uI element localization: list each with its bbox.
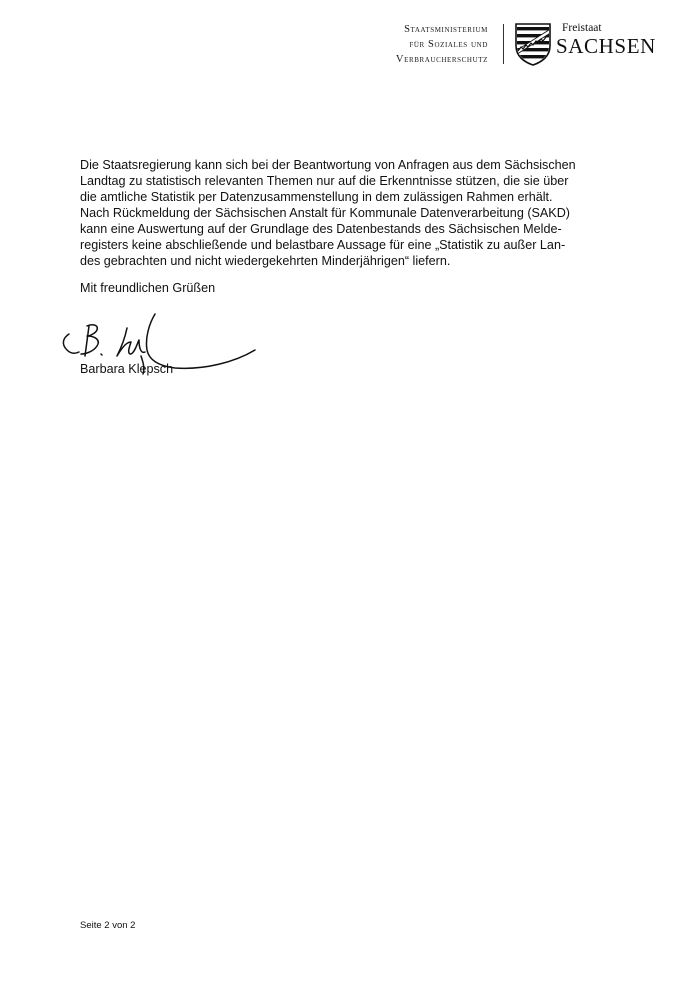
- body-line: die amtliche Statistik per Datenzusammenstellung in dem zulässigen Rahmen erhält.: [80, 190, 553, 204]
- body-line: des gebrachten und nicht wiedergekehrten Minderjährigen“ liefern.: [80, 254, 451, 268]
- body-line: kann eine Auswertung auf der Grundlage des Datenbestands des Sächsischen Melde-: [80, 222, 562, 236]
- ministry-name: [288, 22, 488, 67]
- saxony-coat-of-arms-icon: [514, 22, 552, 66]
- body-line: registers keine abschließende und belastbare Aussage für eine „Statistik zu außer Lan-: [80, 238, 566, 252]
- body-line: Die Staatsregierung kann sich bei der Beantwortung von Anfragen aus dem Sächsischen: [80, 158, 576, 172]
- page-number: Seite 2 von 2: [80, 920, 136, 931]
- body-paragraph: [80, 157, 598, 269]
- body-line: Nach Rückmeldung der Sächsischen Anstalt für Kommunale Datenverarbeitung (SAKD): [80, 206, 570, 220]
- ministry-line-3: Verbraucherschutz: [395, 54, 488, 65]
- closing-greeting: Mit freundlichen Grüßen: [80, 281, 216, 295]
- state-name: [552, 22, 670, 57]
- signer-name: Barbara Klepsch: [80, 362, 174, 376]
- ministry-line-2: für Soziales und: [409, 39, 488, 50]
- letterhead: [250, 22, 670, 68]
- state-name-large: SACHSEN: [556, 34, 656, 58]
- state-name-small: Freistaat: [562, 22, 602, 34]
- letterhead-divider: [503, 24, 504, 64]
- body-line: Landtag zu statistisch relevanten Themen nur auf die Erkenntnisse stützen, die sie über: [80, 174, 569, 188]
- ministry-line-1: Staatsministerium: [404, 24, 488, 35]
